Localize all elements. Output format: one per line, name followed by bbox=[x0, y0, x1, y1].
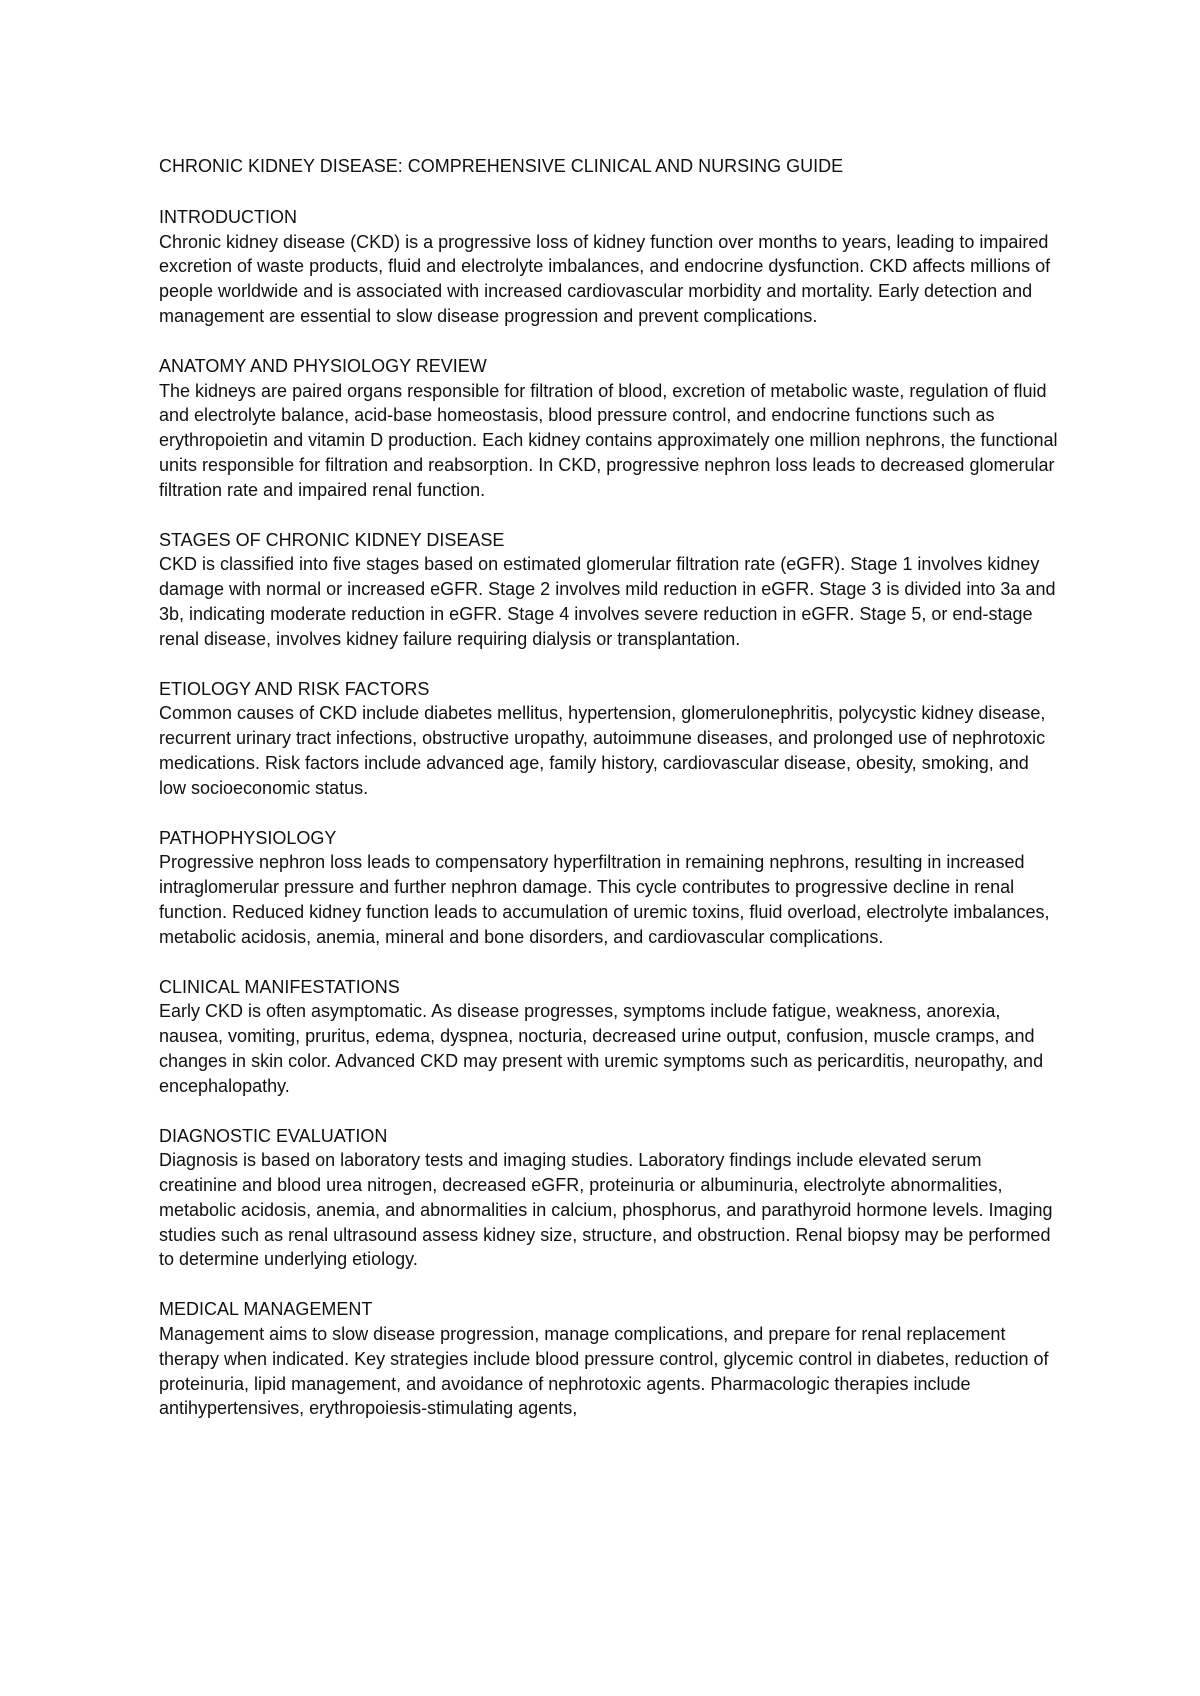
section-introduction bbox=[159, 205, 1059, 329]
section-body: Progressive nephron loss leads to compensatory hyperfiltration in remaining nephrons, resulting in increased intraglomerular pressure and further nephron damage. This cycle contributes to progressive decline in renal function. Reduced kidney function leads to accumulation of uremic toxins, fluid overload, electrolyte imbalances, metabolic acidosis, anemia, mineral and bone disorders, and cardiovascular complications. bbox=[159, 852, 1050, 947]
document-title: CHRONIC KIDNEY DISEASE: COMPREHENSIVE CLINICAL AND NURSING GUIDE bbox=[159, 156, 844, 176]
section-body: Chronic kidney disease (CKD) is a progressive loss of kidney function over months to years, leading to impaired excretion of waste products, fluid and electrolyte imbalances, and endocrine dysfunction. CKD affects millions of people worldwide and is associated with increased cardiovascular morbidity and mortality. Early detection and management are essential to slow disease progression and prevent complications. bbox=[159, 231, 1051, 326]
section-stages bbox=[159, 528, 1059, 652]
section-heading: DIAGNOSTIC EVALUATION bbox=[159, 1125, 388, 1146]
section-clinical-manifestations bbox=[159, 975, 1059, 1099]
section-body: CKD is classified into five stages based on estimated glomerular filtration rate (eGFR). Stage 1 involves kidney damage with normal or increased eGFR. Stage 2 involves mild reduction in eGFR. Stage 3 is divided into 3a and 3b, indicating moderate reduction in eGFR. Stage 4 involves severe reduction in eGFR. Stage 5, or end-stage renal disease, involves kidney failure requiring dialysis or transplantation. bbox=[159, 554, 1056, 649]
section-heading: MEDICAL MANAGEMENT bbox=[159, 1299, 373, 1320]
section-diagnostic-evaluation bbox=[159, 1124, 1059, 1273]
section-heading: CLINICAL MANIFESTATIONS bbox=[159, 976, 400, 997]
section-heading: STAGES OF CHRONIC KIDNEY DISEASE bbox=[159, 529, 505, 550]
section-heading: ANATOMY AND PHYSIOLOGY REVIEW bbox=[159, 355, 487, 376]
section-etiology-risk-factors bbox=[159, 677, 1059, 801]
document-page bbox=[159, 154, 1059, 1446]
section-heading: ETIOLOGY AND RISK FACTORS bbox=[159, 678, 430, 699]
section-body: Early CKD is often asymptomatic. As disease progresses, symptoms include fatigue, weakness, anorexia, nausea, vomiting, pruritus, edema, dyspnea, nocturia, decreased urine output, confusion, muscle cramps, and changes in skin color. Advanced CKD may present with uremic symptoms such as pericarditis, neuropathy, and encephalopathy. bbox=[159, 1001, 1044, 1096]
section-body: The kidneys are paired organs responsible for filtration of blood, excretion of metabolic waste, regulation of fluid and electrolyte balance, acid-base homeostasis, blood pressure control, and endocrine functions such as erythropoietin and vitamin D production. Each kidney contains approximately one million nephrons, the functional units responsible for filtration and reabsorption. In CKD, progressive nephron loss leads to decreased glomerular filtration rate and impaired renal function. bbox=[159, 380, 1058, 500]
section-body: Common causes of CKD include diabetes mellitus, hypertension, glomerulonephritis, polycystic kidney disease, recurrent urinary tract infections, obstructive uropathy, autoimmune diseases, and prolonged use of nephrotoxic medications. Risk factors include advanced age, family history, cardiovascular disease, obesity, smoking, and low socioeconomic status. bbox=[159, 703, 1046, 798]
section-medical-management bbox=[159, 1297, 1059, 1421]
section-body: Diagnosis is based on laboratory tests and imaging studies. Laboratory findings include elevated serum creatinine and blood urea nitrogen, decreased eGFR, proteinuria or albuminuria, electrolyte abnormalities, metabolic acidosis, anemia, and abnormalities in calcium, phosphorus, and parathyroid hormone levels. Imaging studies such as renal ultrasound assess kidney size, structure, and obstruction. Renal biopsy may be performed to determine underlying etiology. bbox=[159, 1150, 1053, 1270]
section-heading: PATHOPHYSIOLOGY bbox=[159, 827, 337, 848]
section-body: Management aims to slow disease progression, manage complications, and prepare for renal replacement therapy when indicated. Key strategies include blood pressure control, glycemic control in diabetes, reduction of proteinuria, lipid management, and avoidance of nephrotoxic agents. Pharmacologic therapies include antihypertensives, erythropoiesis-stimulating agents, bbox=[159, 1324, 1049, 1419]
section-pathophysiology bbox=[159, 826, 1059, 950]
section-heading: INTRODUCTION bbox=[159, 206, 297, 227]
section-anatomy-physiology bbox=[159, 354, 1059, 503]
